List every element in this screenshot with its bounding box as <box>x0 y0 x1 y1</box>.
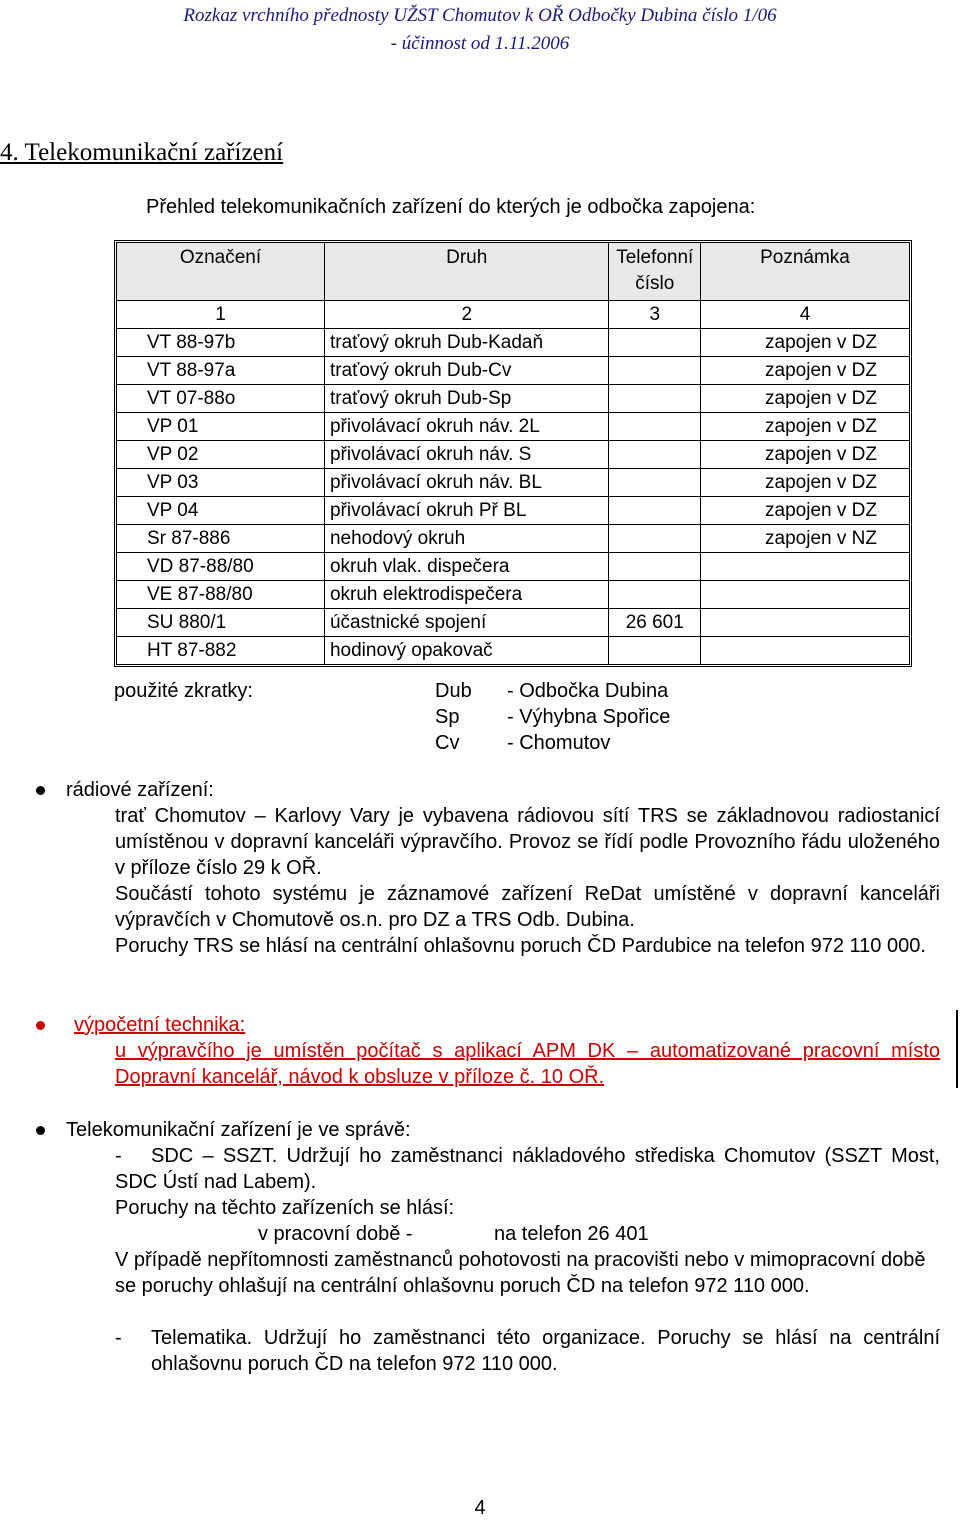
table-row <box>117 329 909 357</box>
header-title: Rozkaz vrchního přednosty UŽST Chomutov k OŘ Odbočky Dubina číslo 1/06 <box>183 5 777 26</box>
abbreviation-code: Cv <box>435 732 460 754</box>
abbreviation-code: Dub <box>435 680 472 702</box>
cell-oznaceni: VP 04 <box>117 497 325 525</box>
cell-druh: hodinový opakovač <box>325 637 610 664</box>
cell-telefon <box>609 357 701 385</box>
abbreviation-item <box>435 678 668 704</box>
table-row <box>117 413 909 441</box>
cell-druh: účastnické spojení <box>325 609 610 637</box>
table-row <box>117 357 909 385</box>
telecom-title: Telekomunikační zařízení je ve správě: <box>66 1119 411 1141</box>
cell-druh: traťový okruh Dub-Kadaň <box>325 329 610 357</box>
cell-poznamka: zapojen v DZ <box>701 329 909 357</box>
cell-telefon <box>609 553 701 581</box>
table-row <box>117 385 909 413</box>
cell-oznaceni: Sr 87-886 <box>117 525 325 553</box>
table-row <box>117 637 909 664</box>
radio-paragraph <box>115 803 940 959</box>
cell-poznamka: zapojen v DZ <box>701 413 909 441</box>
cell-oznaceni: VP 01 <box>117 413 325 441</box>
cell-oznaceni: VE 87-88/80 <box>117 581 325 609</box>
column-number: 4 <box>701 301 909 329</box>
cell-druh: přivolávací okruh náv. BL <box>325 469 610 497</box>
cell-poznamka: zapojen v DZ <box>701 385 909 413</box>
intro-text: Přehled telekomunikačních zařízení do kterých je odbočka zapojena: <box>146 196 756 218</box>
dash-marker: - <box>115 1145 122 1167</box>
table-row <box>117 609 909 637</box>
telecom-absence: V případě nepřítomnosti zaměstnanců pohotovosti na pracovišti nebo v mimopracovní době se poruchy ohlašují na centrální ohlašovnu poruch ČD na telefon 972 110 000. <box>115 1249 926 1297</box>
bullet-icon <box>36 1021 45 1030</box>
header-druh: Druh <box>325 243 610 301</box>
cell-poznamka <box>701 637 909 664</box>
column-number: 2 <box>325 301 610 329</box>
cell-telefon <box>609 413 701 441</box>
telecom-telematika-item <box>115 1325 940 1377</box>
cell-druh: traťový okruh Dub-Sp <box>325 385 610 413</box>
cell-telefon <box>609 469 701 497</box>
bullet-icon <box>36 1126 45 1135</box>
dash-marker: - <box>115 1327 122 1349</box>
cell-telefon <box>609 525 701 553</box>
table-column-numbers <box>117 301 909 329</box>
cell-telefon <box>609 637 701 664</box>
abbreviations-label: použité zkratky: <box>114 680 253 702</box>
abbreviation-code: Sp <box>435 706 460 728</box>
table-row <box>117 441 909 469</box>
work-time-phone: na telefon 26 401 <box>494 1223 649 1245</box>
abbreviation-meaning: - Chomutov <box>507 732 611 754</box>
cell-poznamka: zapojen v DZ <box>701 469 909 497</box>
cell-telefon <box>609 385 701 413</box>
cell-poznamka: zapojen v DZ <box>701 357 909 385</box>
cell-druh: okruh vlak. dispečera <box>325 553 610 581</box>
cell-oznaceni: VD 87-88/80 <box>117 553 325 581</box>
cell-telefon <box>609 441 701 469</box>
radio-title: rádiové zařízení: <box>66 779 214 801</box>
table-row <box>117 525 909 553</box>
cell-poznamka <box>701 581 909 609</box>
abbreviation-meaning: - Odbočka Dubina <box>507 680 669 702</box>
column-number: 3 <box>609 301 701 329</box>
cell-druh: nehodový okruh <box>325 525 610 553</box>
cell-druh: přivolávací okruh Př BL <box>325 497 610 525</box>
cell-oznaceni: SU 880/1 <box>117 609 325 637</box>
telecom-table <box>114 240 912 667</box>
radio-line: Součástí tohoto systému je záznamové zařízení ReDat umístěné v dopravní kanceláři výpravčích v Chomutově os.n. pro DZ a TRS Odb. Dubina. <box>115 883 940 931</box>
radio-line: Poruchy TRS se hlásí na centrální ohlašovnu poruch ČD Pardubice na telefon 972 110 000. <box>115 935 926 957</box>
computing-title: výpočetní technika: <box>74 1014 246 1036</box>
header-telefonni-cislo: Telefonní číslo <box>609 243 701 301</box>
telecom-sdc-text: SDC – SSZT. Udržují ho zaměstnanci nákladového střediska Chomutov (SSZT Most, SDC Ústí nad Labem). <box>115 1145 940 1193</box>
header-oznaceni: Označení <box>117 243 325 301</box>
cell-oznaceni: VT 88-97b <box>117 329 325 357</box>
telecom-faults-label: Poruchy na těchto zařízeních se hlásí: <box>115 1197 455 1219</box>
abbreviation-meaning: - Výhybna Spořice <box>507 706 671 728</box>
cell-druh: traťový okruh Dub-Cv <box>325 357 610 385</box>
cell-poznamka: zapojen v DZ <box>701 497 909 525</box>
cell-poznamka <box>701 609 909 637</box>
cell-oznaceni: VP 03 <box>117 469 325 497</box>
cell-telefon <box>609 497 701 525</box>
column-number: 1 <box>117 301 325 329</box>
cell-poznamka <box>701 553 909 581</box>
cell-oznaceni: VT 88-97a <box>117 357 325 385</box>
cell-druh: přivolávací okruh náv. 2L <box>325 413 610 441</box>
bullet-icon <box>36 786 45 795</box>
abbreviation-item <box>435 704 670 730</box>
table-row <box>117 469 909 497</box>
telecom-telematika-text: Telematika. Udržují ho zaměstnanci této organizace. Poruchy se hlásí na centrální ohlašovnu poruch ČD na telefon 972 110 000. <box>151 1327 940 1375</box>
cell-oznaceni: VT 07-88o <box>117 385 325 413</box>
cell-telefon <box>609 329 701 357</box>
abbreviation-item <box>435 730 610 756</box>
telecom-sdc-item <box>115 1143 940 1195</box>
header-effective-date: - účinnost od 1.11.2006 <box>390 33 570 54</box>
telecom-work-time <box>258 1221 858 1247</box>
cell-telefon: 26 601 <box>609 609 701 637</box>
radio-line: trať Chomutov – Karlovy Vary je vybavena rádiovou sítí TRS se základnovou radiostanicí umístěnou v dopravní kanceláři výpravčího. Provoz se řídí podle Provozního řádu uloženého v příloze číslo 29 k OŘ. <box>115 805 940 879</box>
table-row <box>117 553 909 581</box>
page-number: 4 <box>474 1497 486 1519</box>
table-row <box>117 497 909 525</box>
cell-oznaceni: VP 02 <box>117 441 325 469</box>
table-row <box>117 581 909 609</box>
cell-druh: přivolávací okruh náv. S <box>325 441 610 469</box>
header-poznamka: Poznámka <box>701 243 909 301</box>
cell-druh: okruh elektrodispečera <box>325 581 610 609</box>
change-bar <box>956 1010 958 1088</box>
cell-poznamka: zapojen v NZ <box>701 525 909 553</box>
computing-text: u výpravčího je umístěn počítač s aplikací APM DK – automatizované pracovní místo Dopravní kancelář, návod k obsluze v příloze č. 10 OŘ. <box>115 1040 940 1088</box>
cell-oznaceni: HT 87-882 <box>117 637 325 664</box>
table-header-row <box>117 243 909 301</box>
cell-poznamka: zapojen v DZ <box>701 441 909 469</box>
cell-telefon <box>609 581 701 609</box>
work-time-label: v pracovní době - <box>258 1223 413 1245</box>
section-title: 4. Telekomunikační zařízení <box>0 139 284 166</box>
